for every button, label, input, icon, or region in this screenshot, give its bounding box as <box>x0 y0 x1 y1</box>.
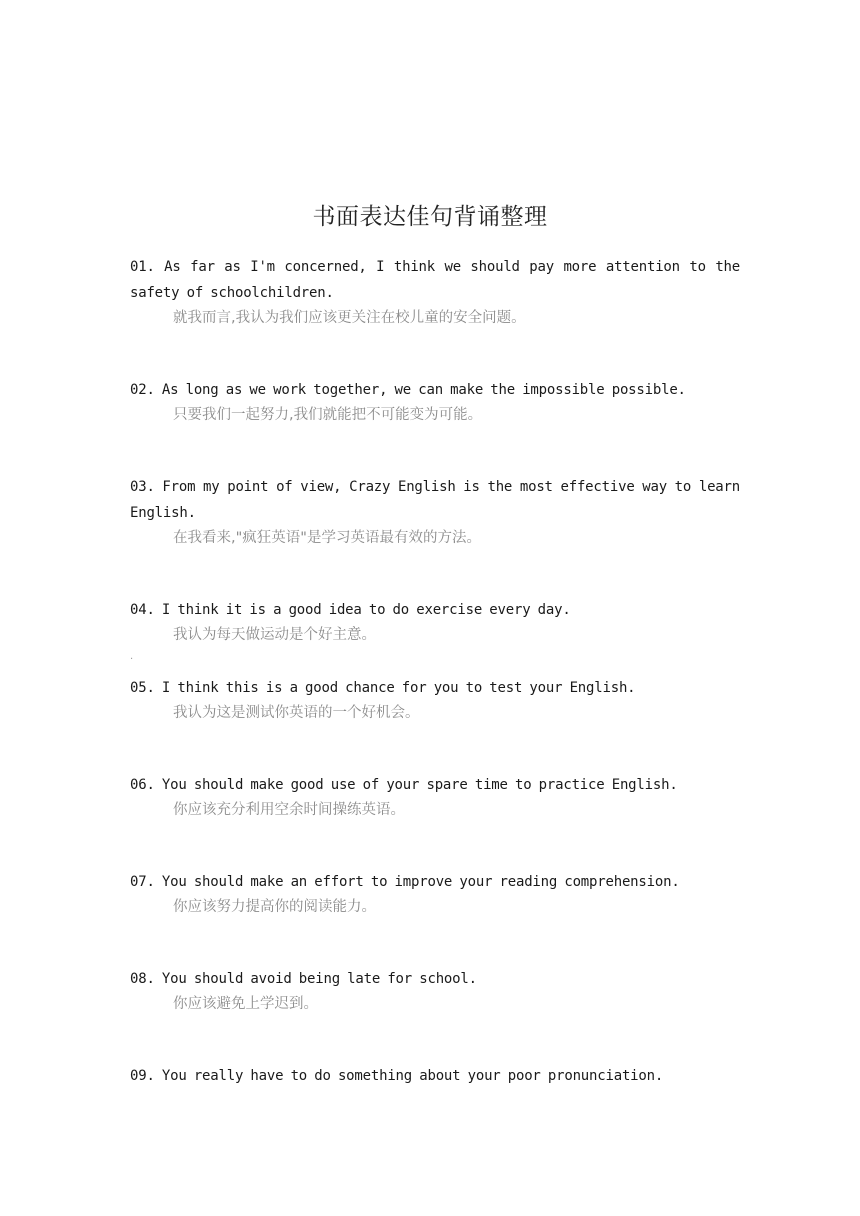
sentence-entry-03 <box>130 474 740 550</box>
sentence-entry-02 <box>130 377 740 427</box>
chinese-translation: 我认为每天做运动是个好主意。 <box>173 627 376 643</box>
chinese-translation: 你应该充分利用空余时间操练英语。 <box>173 802 405 818</box>
chinese-translation: 我认为这是测试你英语的一个好机会。 <box>173 705 420 721</box>
chinese-translation: 你应该避免上学迟到。 <box>173 996 318 1012</box>
chinese-translation: 你应该努力提高你的阅读能力。 <box>173 899 376 915</box>
sentence-entry-08 <box>130 966 740 1016</box>
english-sentence: 02. As long as we work together, we can make the impossible possible. <box>130 382 686 398</box>
chinese-translation: 在我看来,"疯狂英语"是学习英语最有效的方法。 <box>173 530 481 546</box>
sentence-entry-01 <box>130 254 740 330</box>
english-sentence: 03. From my point of view, Crazy English is the most effective way to learn English. <box>130 479 740 521</box>
sentence-entry-06 <box>130 772 740 822</box>
sentence-entry-09 <box>130 1063 740 1089</box>
english-sentence: 09. You really have to do something about your poor pronunciation. <box>130 1068 664 1084</box>
chinese-translation: 就我而言,我认为我们应该更关注在校儿童的安全问题。 <box>173 310 526 326</box>
document-title: 书面表达佳句背诵整理 <box>312 204 548 230</box>
english-sentence: 04. I think it is a good idea to do exercise every day. <box>130 602 571 618</box>
english-sentence: 06. You should make good use of your spare time to practice English. <box>130 777 678 793</box>
english-sentence: 08. You should avoid being late for school. <box>130 971 477 987</box>
english-sentence: 07. You should make an effort to improve your reading comprehension. <box>130 874 680 890</box>
sentence-entry-05 <box>130 675 740 725</box>
sentence-entry-07 <box>130 869 740 919</box>
sentence-entry-04 <box>130 597 740 647</box>
english-sentence: 01. As far as I'm concerned, I think we should pay more attention to the safety of schoolchildren. <box>130 259 740 301</box>
stray-mark: · <box>130 654 134 665</box>
chinese-translation: 只要我们一起努力,我们就能把不可能变为可能。 <box>173 407 483 423</box>
english-sentence: 05. I think this is a good chance for you to test your English. <box>130 680 636 696</box>
